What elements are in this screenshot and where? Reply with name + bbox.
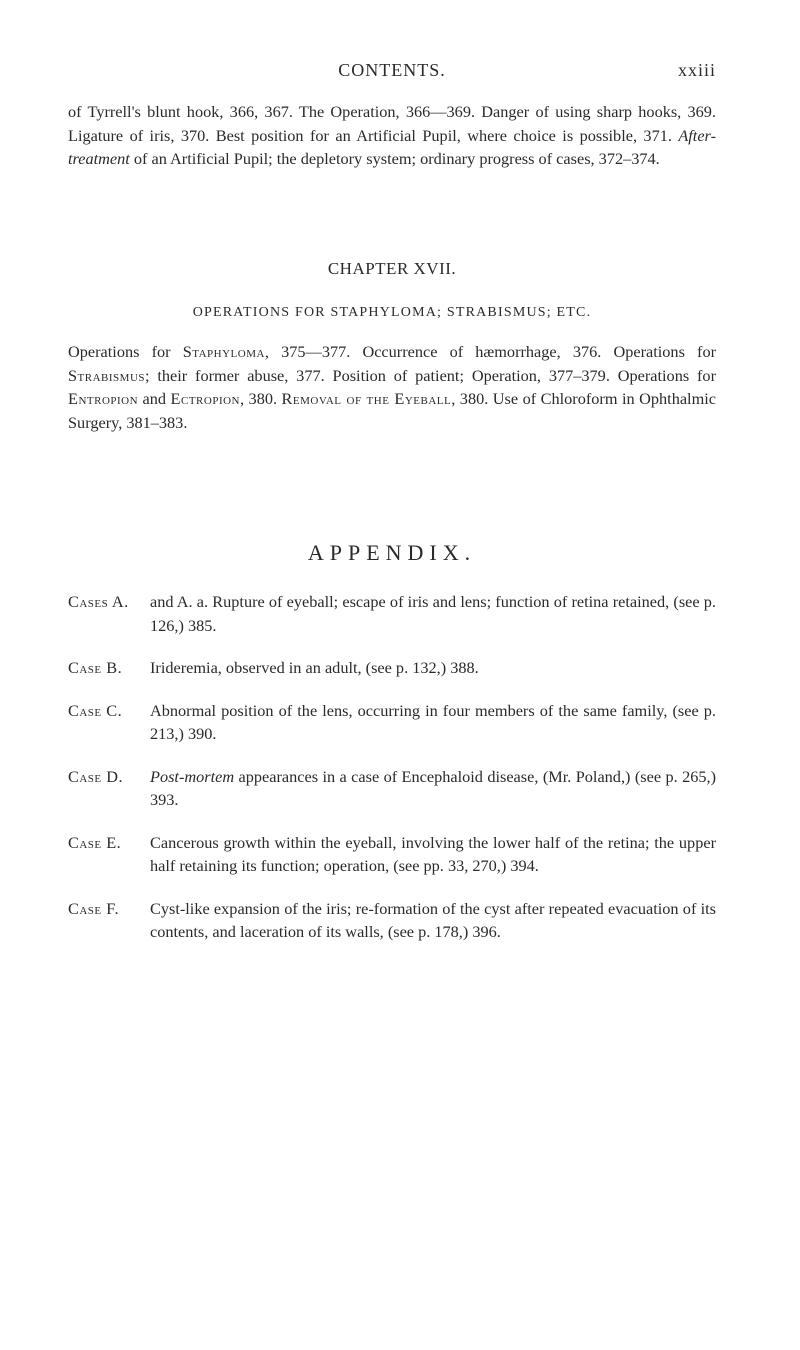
intro-italic: After-treatment [68,125,716,168]
case-entry [68,765,716,812]
case-text-rest: appearances in a case of Encephaloid disease, (Mr. Poland,) (see p. 265,) 393. [150,766,716,809]
case-text: Abnormal position of the lens, occurring in four members of the same family, (see p. 213,) 390. [150,700,716,743]
case-entry [68,590,716,637]
ops-staphyloma: Staphyloma [182,342,265,361]
ops-text-6: , 380. Use of Chloroform in Ophthalmic Surgery, 381–383. [68,389,716,432]
intro-text-2: of an Artificial Pupil; the depletory system; ordinary progress of cases, 372–374. [129,149,660,168]
ops-text-4: and [138,389,171,408]
intro-paragraph [68,100,716,171]
case-entry [68,897,716,944]
ops-text-5: , 380. [240,389,282,408]
ops-text-2: , 375—377. Occurrence of hæmorrhage, 376. Operations for [264,342,717,361]
appendix-cases [68,590,716,963]
ops-text-3: ; their former abuse, 377. Position of patient; Operation, 377–379. Operations for [145,365,716,385]
operations-paragraph [68,340,716,434]
ops-entropion: Entropion [68,389,139,408]
case-text [150,765,716,812]
case-entry [68,831,716,878]
case-entry [68,656,716,680]
ops-removal-eyeball: Removal of the Eyeball [281,389,452,408]
case-label: Case C. [68,700,123,720]
case-entry [68,699,716,746]
case-label: Case B. [68,658,123,677]
case-italic: Post-mortem [150,766,235,786]
ops-text-1: Operations for [68,342,183,361]
appendix-heading: APPENDIX. [307,540,477,565]
intro-text-1: of Tyrrell's blunt hook, 366, 367. The Operation, 366—369. Danger of using sharp hooks, 369. Ligature of iris, 370. Best position for an Artificial Pupil, where choice is possible, 371. [68,102,716,145]
chapter-subtitle: OPERATIONS FOR STAPHYLOMA; STRABISMUS; ETC. [192,305,592,320]
case-label: Case E. [68,832,122,852]
case-text: and A. a. Rupture of eyeball; escape of iris and lens; function of retina retained, (see p. 126,) 385. [150,592,716,635]
ops-strabismus: Strabismus [68,365,146,385]
chapter-heading: CHAPTER XVII. [327,259,457,278]
ops-ectropion: Ectropion [170,389,240,408]
case-text: Cancerous growth within the eyeball, involving the lower half of the retina; the upper half retaining its function; operation, (see pp. 33, 270,) 394. [150,832,716,875]
case-label: Case F. [68,898,120,918]
case-text: Irideremia, observed in an adult, (see p. 132,) 388. [150,658,479,677]
page-number: xxiii [677,60,716,80]
running-header [68,60,716,90]
case-label: Cases A. [68,592,129,611]
case-text: Cyst-like expansion of the iris; re-formation of the cyst after repeated evacuation of its contents, and laceration of its walls, (see p. 178,) 396. [150,898,716,941]
header-title: CONTENTS. [338,60,446,80]
case-label: Case D. [68,766,124,786]
